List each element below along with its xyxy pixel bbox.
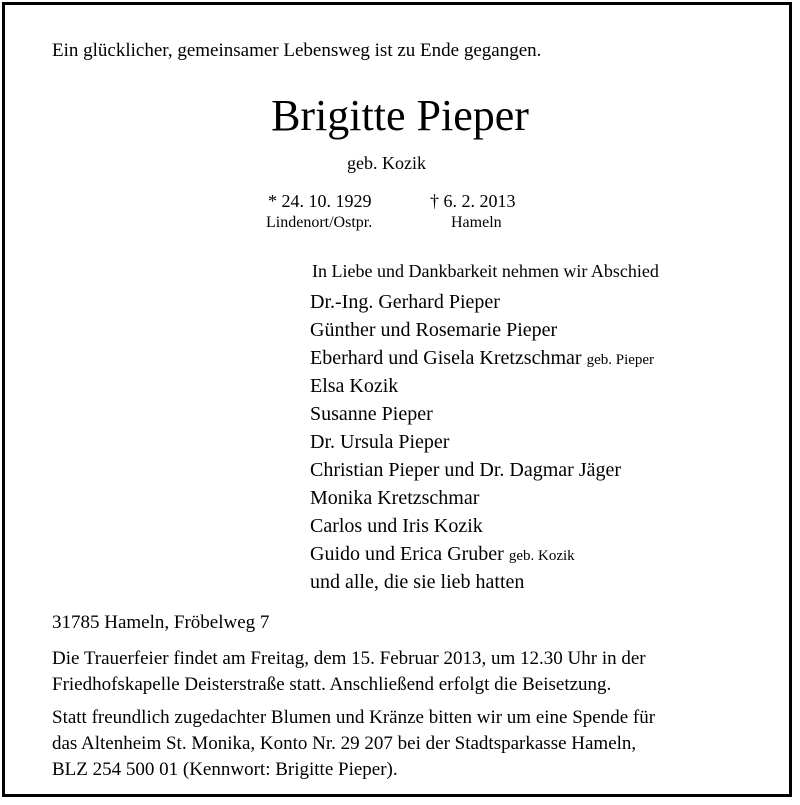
funeral-line: Friedhofskapelle Deisterstraße statt. Anschließend erfolgt die Beisetzung. [52, 674, 612, 695]
mourner-item: Monika Kretzschmar [310, 487, 480, 509]
donation-line: BLZ 254 500 01 (Kennwort: Brigitte Pieper). [52, 759, 398, 780]
deceased-name: Brigitte Pieper [271, 91, 529, 140]
donation-line: das Altenheim St. Monika, Konto Nr. 29 207 bei der Stadtsparkasse Hameln, [52, 733, 637, 754]
funeral-info [52, 646, 772, 698]
mourner-item: Susanne Pieper [310, 403, 433, 425]
mourner-note: geb. Pieper [586, 352, 655, 368]
mourner-item: Guido und Erica Gruber geb. Kozik [310, 543, 575, 565]
mourner-list [310, 292, 654, 600]
mourner-item: Günther und Rosemarie Pieper [310, 319, 558, 341]
mourner-item: Eberhard und Gisela Kretzschmar geb. Pieper [310, 347, 655, 369]
birth-date: * 24. 10. 1929 [268, 191, 372, 211]
donation-info [52, 705, 772, 783]
mourner-item: Dr. Ursula Pieper [310, 431, 450, 453]
mourner-item: Elsa Kozik [310, 375, 399, 397]
maiden-name: geb. Kozik [347, 153, 426, 173]
funeral-line: Die Trauerfeier findet am Freitag, dem 15. Februar 2013, um 12.30 Uhr in der [52, 648, 646, 669]
mourner-item: Dr.-Ing. Gerhard Pieper [310, 291, 500, 313]
mourner-item: und alle, die sie lieb hatten [310, 571, 525, 593]
intro-text: Ein glücklicher, gemeinsamer Lebensweg ist zu Ende gegangen. [52, 40, 542, 61]
donation-line: Statt freundlich zugedachter Blumen und Kränze bitten wir um eine Spende für [52, 707, 656, 728]
death-date: † 6. 2. 2013 [430, 191, 516, 211]
mourner-item: Carlos und Iris Kozik [310, 515, 483, 537]
address: 31785 Hameln, Fröbelweg 7 [52, 612, 270, 633]
birth-place: Lindenort/Ostpr. [266, 214, 373, 231]
mourner-item: Christian Pieper und Dr. Dagmar Jäger [310, 459, 622, 481]
mourner-note: geb. Kozik [508, 548, 575, 564]
death-place: Hameln [451, 214, 502, 231]
farewell-text: In Liebe und Dankbarkeit nehmen wir Abschied [312, 261, 659, 281]
